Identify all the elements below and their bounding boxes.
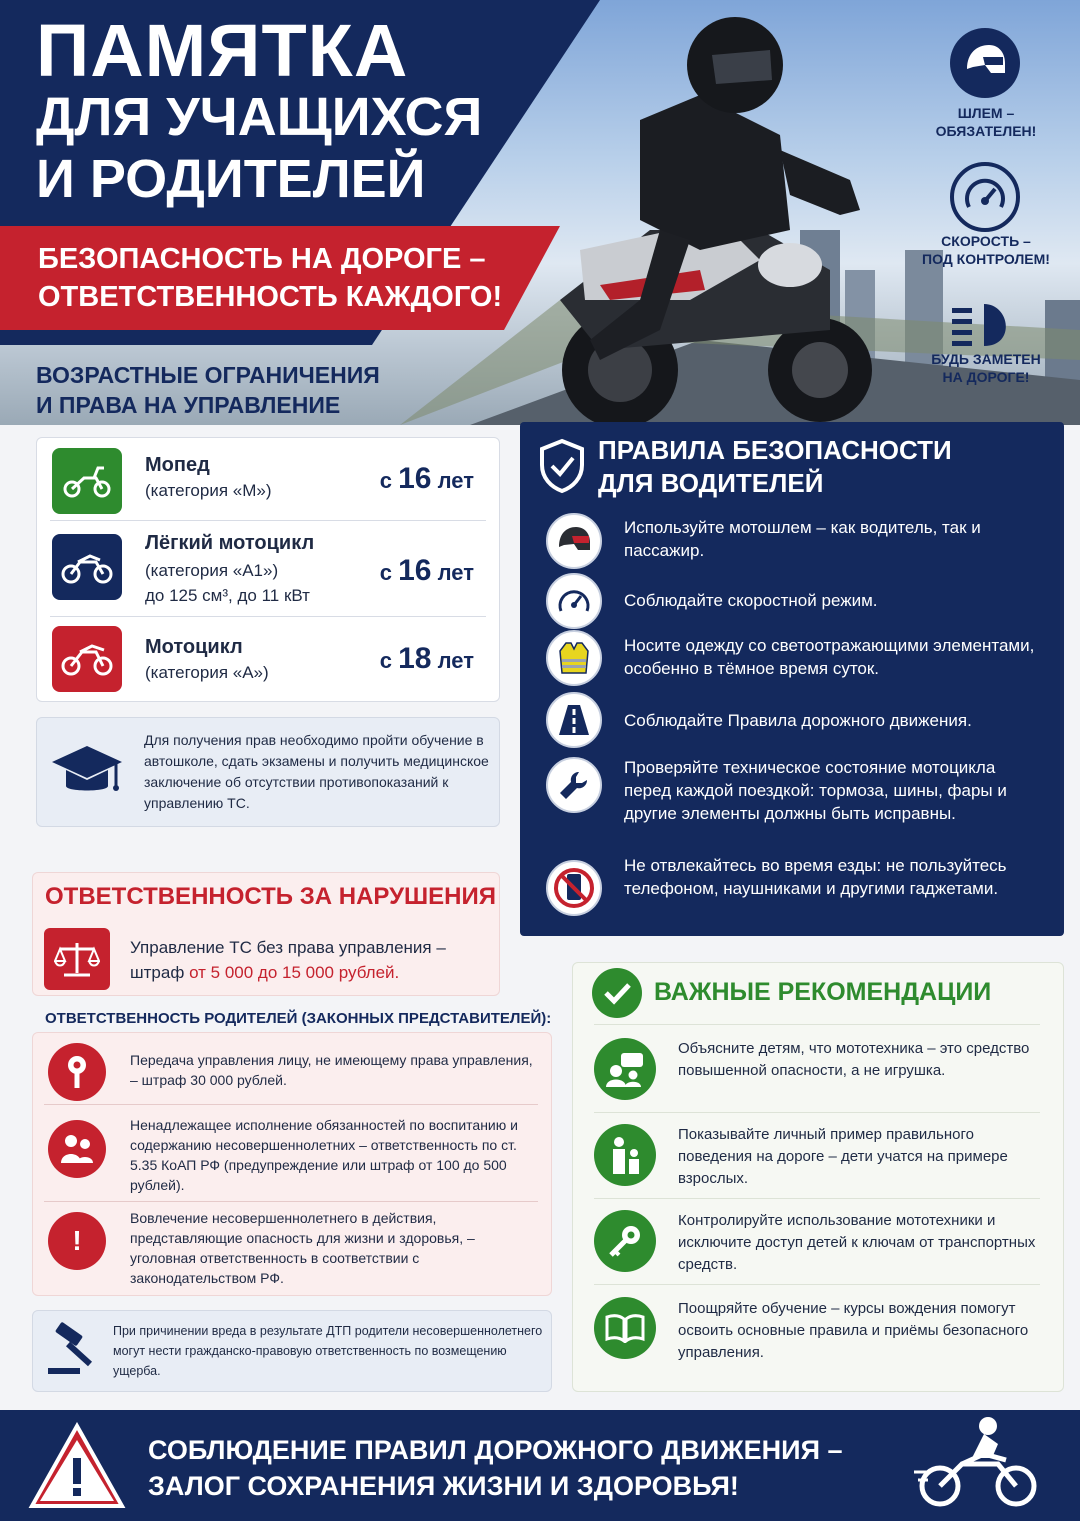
visibility-caption: БУДЬ ЗАМЕТЕН НА ДОРОГЕ!: [931, 351, 1041, 385]
light-motorcycle-icon: [52, 534, 122, 600]
divider: [50, 616, 486, 617]
page-title-line3: И РОДИТЕЛЕЙ: [36, 149, 426, 209]
footer-slogan: СОБЛЮДЕНИЕ ПРАВИЛ ДОРОЖНОГО ДВИЖЕНИЯ – ЗАЛОГ СОХРАНЕНИЯ ЖИЗНИ И ЗДОРОВЬЯ!: [148, 1435, 843, 1501]
rule-item: Проверяйте техническое состояние мотоцикла перед каждой поездкой: тормоза, шины, фары и другие элементы должны быть исправны.: [624, 758, 1007, 823]
age-limit: с 18 лет: [379, 642, 474, 675]
gavel-icon: [42, 1320, 102, 1385]
parents-item: Передача управления лицу, не имеющему права управления, – штраф 30 000 рублей.: [130, 1052, 533, 1088]
recommendation-item: Поощряйте обучение – курсы вождения помогут освоить основные правила и приёмы безопасного управления.: [678, 1300, 1029, 1361]
speedometer-icon: [950, 162, 1020, 232]
divider: [594, 1198, 1040, 1199]
wrench-icon: [546, 757, 602, 813]
divider: [44, 1201, 538, 1202]
age-limit: с 16 лет: [379, 554, 474, 587]
divider: [44, 1104, 538, 1105]
helmet-icon: [546, 513, 602, 569]
age-item-light-moto: Лёгкий мотоцикл (категория «А1») до 125 см³, до 11 кВт с 16 лет: [50, 532, 486, 612]
fine-amount: от 5 000 до 15 000 рублей.: [189, 963, 400, 982]
education-note: Для получения прав необходимо пройти обучение в автошколе, сдать экзамены и получить медицинское заключение об отсутствии противопоказаний к управлению ТС.: [144, 732, 489, 811]
warning-triangle-icon: [28, 1422, 126, 1515]
helmet-icon: [950, 28, 1020, 98]
recommendation-item: Контролируйте использование мототехники и исключите доступ детей к ключам от транспортных средств.: [678, 1212, 1036, 1273]
recommendation-item: Объясните детям, что мототехника – это средство повышенной опасности, а не игрушка.: [678, 1040, 1030, 1079]
no-phone-icon: [546, 860, 602, 916]
rule-item: Соблюдайте скоростной режим.: [624, 591, 878, 610]
motorcycle-icon: [52, 626, 122, 692]
reflective-vest-icon: [546, 630, 602, 686]
parents-item: Ненадлежащее исполнение обязанностей по воспитанию и содержанию несовершеннолетних – ответственность по ст. 5.35 КоАП РФ (предупреждение или штраф от 100 до 500 рублей).: [130, 1117, 518, 1193]
speed-caption: СКОРОСТЬ – ПОД КОНТРОЛЕМ!: [922, 233, 1050, 267]
moped-icon: [52, 448, 122, 514]
rule-item: Соблюдайте Правила дорожного движения.: [624, 711, 972, 730]
rule-item: Носите одежду со светоотражающими элементами, особенно в тёмное время суток.: [624, 636, 1035, 678]
book-icon: [594, 1297, 656, 1359]
age-item-moped: Мопед (категория «М») с 16 лет: [50, 448, 486, 514]
age-section-heading: ВОЗРАСТНЫЕ ОГРАНИЧЕНИЯ И ПРАВА НА УПРАВЛЕНИЕ: [36, 362, 380, 418]
check-circle-icon: [592, 968, 642, 1018]
recommendations-heading: ВАЖНЫЕ РЕКОМЕНДАЦИИ: [654, 978, 992, 1006]
divider: [594, 1284, 1040, 1285]
fine-text: Управление ТС без права управления – штраф от 5 000 до 15 000 рублей.: [130, 938, 446, 982]
parents-heading: ОТВЕТСТВЕННОСТЬ РОДИТЕЛЕЙ (ЗАКОННЫХ ПРЕДСТАВИТЕЛЕЙ):: [45, 1010, 552, 1027]
road-icon: [546, 692, 602, 748]
rider-icon: [912, 1414, 1042, 1519]
civil-liability-note: При причинении вреда в результате ДТП родители несовершеннолетнего могут нести гражданско-правовую ответственность по возмещению ущерба.: [113, 1324, 543, 1378]
parents-item: Вовлечение несовершеннолетнего в действия, представляющие опасность для жизни и здоровья, – уголовная ответственность в соответствии с законодательством РФ.: [130, 1210, 475, 1286]
divider: [50, 520, 486, 521]
rule-item: Используйте мотошлем – как водитель, так и пассажир.: [624, 518, 981, 560]
age-item-motorcycle: Мотоцикл (категория «А») с 18 лет: [50, 626, 486, 692]
divider: [594, 1112, 1040, 1113]
page-title: ПАМЯТКА: [36, 9, 409, 92]
age-limit: с 16 лет: [379, 462, 474, 495]
key-icon: [48, 1043, 106, 1101]
subtitle-line2: ОТВЕТСТВЕННОСТЬ КАЖДОГО!: [38, 281, 503, 313]
recommendation-item: Показывайте личный пример правильного поведения на дороге – дети учатся на примере взрослых.: [678, 1126, 1008, 1187]
subtitle-line1: БЕЗОПАСНОСТЬ НА ДОРОГЕ –: [38, 243, 486, 275]
conversation-icon: [594, 1038, 656, 1100]
page-title-line2: ДЛЯ УЧАЩИХСЯ: [36, 87, 483, 147]
graduation-cap-icon: [50, 742, 124, 807]
subtitle: [38, 240, 502, 316]
family-icon: [48, 1120, 106, 1178]
warning-exclamation-icon: !: [48, 1212, 106, 1270]
speedometer-icon: [546, 573, 602, 629]
key-icon: [594, 1210, 656, 1272]
parent-child-icon: [594, 1124, 656, 1186]
scales-icon: [44, 928, 110, 990]
shield-check-icon: [538, 438, 586, 499]
safety-rules-heading: ПРАВИЛА БЕЗОПАСНОСТИ ДЛЯ ВОДИТЕЛЕЙ: [598, 435, 952, 498]
responsibility-heading: ОТВЕТСТВЕННОСТЬ ЗА НАРУШЕНИЯ: [45, 883, 496, 910]
helmet-caption: ШЛЕМ – ОБЯЗАТЕЛЕН!: [935, 105, 1037, 139]
rule-item: Не отвлекайтесь во время езды: не пользуйтесь телефоном, наушниками и другими гаджетами.: [624, 856, 1007, 898]
divider: [594, 1024, 1040, 1025]
